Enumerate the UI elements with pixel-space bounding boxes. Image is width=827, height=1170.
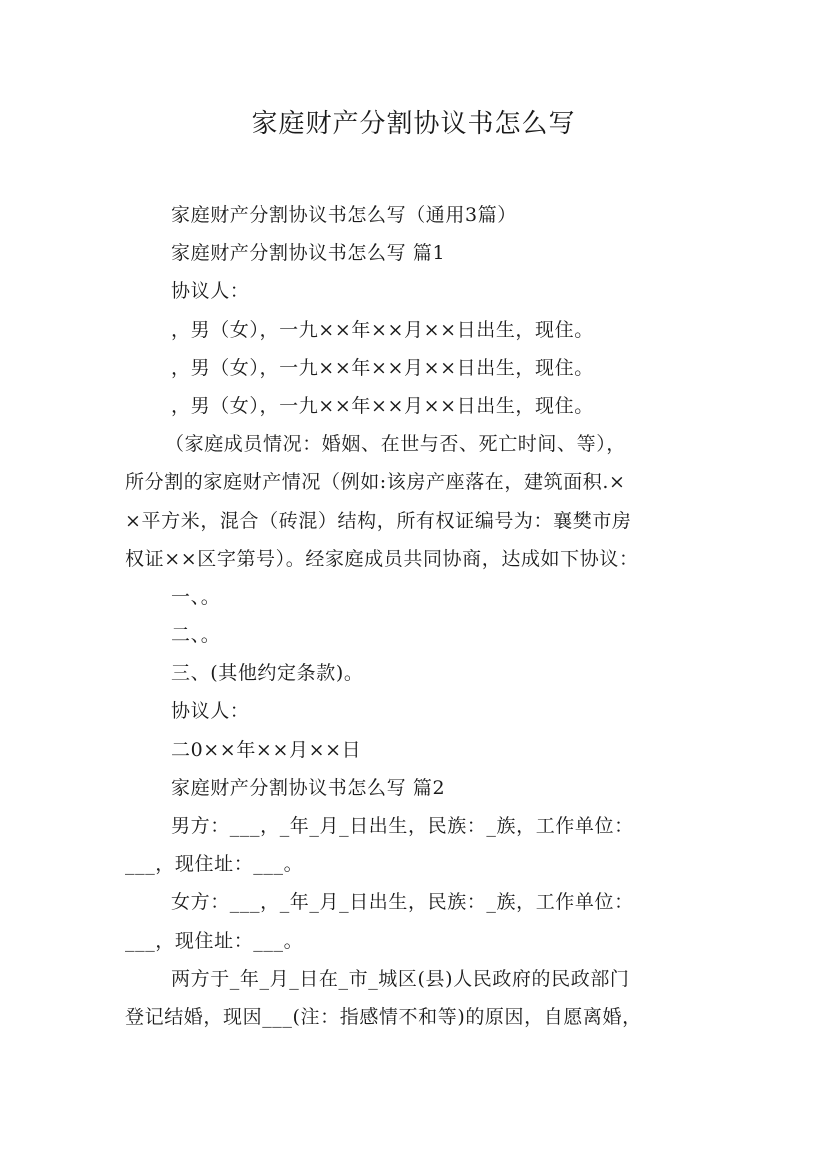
paragraph-line: 二0××年××月××日 — [171, 738, 362, 761]
paragraph-line: 家庭财产分割协议书怎么写（通用3篇） — [171, 204, 517, 226]
paragraph-line: 两方于_年_月_日在_市_城区(县)人民政府的民政部门 — [171, 967, 630, 990]
document-title: 家庭财产分割协议书怎么写 — [251, 109, 576, 139]
paragraph-line: ___，现住址：___。 — [125, 853, 304, 876]
paragraph-line: 权证××区字第号）。经家庭成员共同协商，达成如下协议： — [125, 547, 639, 570]
document-body — [125, 196, 715, 1036]
paragraph-line: 二、。 — [171, 624, 221, 647]
paragraph-line: 协议人： — [171, 280, 250, 303]
paragraph-line: （家庭成员情况：婚姻、在世与否、死亡时间、等）， — [165, 433, 626, 456]
paragraph-line: 家庭财产分割协议书怎么写 篇1 — [171, 242, 446, 265]
paragraph-line: 女方：___，_年_月_日出生，民族：_族，工作单位： — [171, 891, 634, 914]
paragraph-line: ×平方米，混合（砖混）结构，所有权证编号为：襄樊市房 — [125, 509, 632, 532]
paragraph-line: 男方：___，_年_月_日出生，民族：_族，工作单位： — [171, 815, 634, 837]
paragraph-line: 协议人： — [171, 700, 250, 723]
paragraph-line: 登记结婚，现因___(注：指感情不和等)的原因，自愿离婚， — [125, 1005, 642, 1028]
paragraph-line: 所分割的家庭财产情况（例如:该房产座落在，建筑面积.× — [125, 471, 626, 494]
paragraph-line: 三、(其他约定条款)。 — [171, 662, 364, 685]
paragraph-line: ，男（女），一九××年××月××日出生，现住。 — [171, 394, 594, 417]
paragraph-line: 一、。 — [171, 585, 221, 608]
paragraph-line: ，男（女），一九××年××月××日出生，现住。 — [171, 356, 594, 379]
paragraph-line: ，男（女），一九××年××月××日出生，现住。 — [171, 318, 594, 341]
paragraph-line: ___，现住址：___。 — [125, 929, 304, 952]
paragraph-line: 家庭财产分割协议书怎么写 篇2 — [171, 776, 446, 799]
